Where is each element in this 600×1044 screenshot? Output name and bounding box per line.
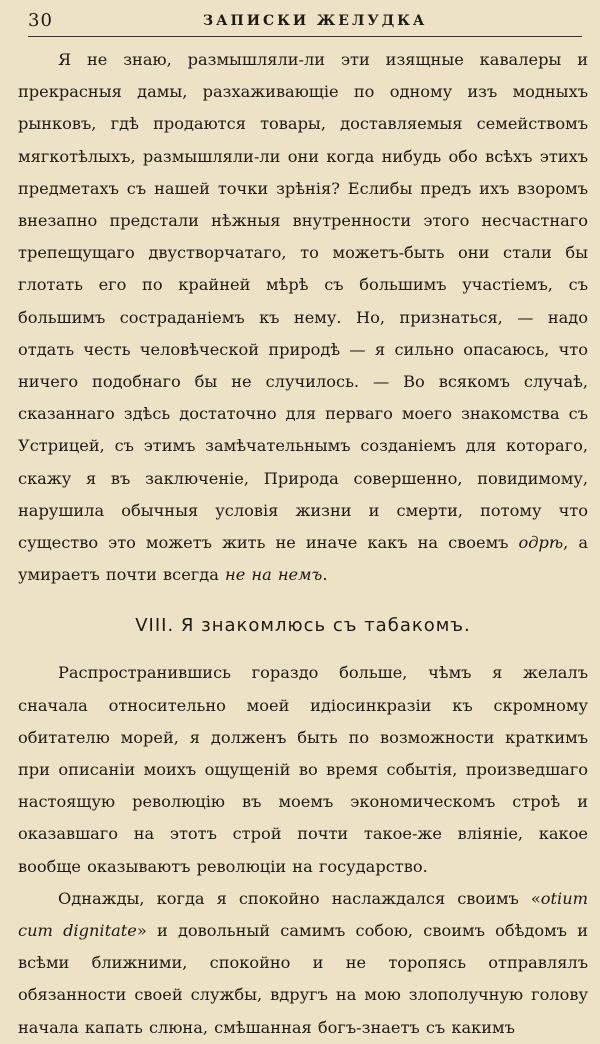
paragraph-1-text-b: , а умираетъ почти всегда bbox=[18, 533, 588, 585]
chapter-title: VIII. Я знакомлюсь съ табакомъ. bbox=[135, 615, 471, 637]
running-title: ЗАПИСКИ ЖЕЛУДКА bbox=[203, 13, 428, 29]
paragraph-3 bbox=[18, 883, 588, 1044]
body-text bbox=[18, 44, 588, 1044]
paragraph-3-italic: otium cum dignitate bbox=[18, 888, 588, 941]
paragraph-2: Распространившись гораздо больше, чѣмъ я желалъ сначала относительно моей идіосинкразіи къ скромному обитателю морей, я долженъ быть по возможности краткимъ при описаніи моихъ ощущеній во время событія, произведшаго настоящую революцію въ моемъ экономическомъ строѣ и оказавшаго на этотъ строй почти такое-же вліяніе, какое вообще оказываютъ революціи на государство. bbox=[18, 663, 588, 876]
paragraph-1-italic-1: одрѣ bbox=[518, 533, 564, 553]
page-header bbox=[28, 10, 582, 37]
paragraph-1 bbox=[18, 44, 588, 591]
paragraph-1-italic-2: не на немъ bbox=[225, 565, 323, 585]
paragraph-3-text-b: » и довольный самимъ собою, своимъ обѣдомъ и всѣми ближними, спокойно и не торопясь отправлялъ обязанности своей службы, вдругъ на мою злополучную голову начала капать слюна, смѣшанная богъ-знаетъ съ какимъ bbox=[18, 921, 588, 1037]
page-number: 30 bbox=[28, 10, 53, 31]
paragraph-3-text-a: Однажды, когда я спокойно наслаждался своимъ « bbox=[58, 888, 541, 908]
paragraph-1-text-c: . bbox=[322, 565, 328, 585]
paragraph-1-text-a: Я не знаю, размышляли-ли эти изящные кавалеры и прекрасныя дамы, разхаживающіе по одному изъ модныхъ рынковъ, гдѣ продаются товары, доставляемыя семействомъ мягкотѣлыхъ, размышляли-ли они когда нибудь обо всѣхъ этихъ предметахъ съ нашей точки зрѣнія? Еслибы предъ ихъ взоромъ внезапно предстали нѣжныя внутренности этого несчастнаго трепещущаго двустворчатаго, то можетъ-быть они стали бы глотать его по крайней мѣрѣ съ большимъ участіемъ, съ большимъ состраданіемъ къ нему. Но, признаться, — надо отдать честь человѣческой природѣ — я сильно опасаюсь, что ничего подобнаго бы не случилось. — Во всякомъ случаѣ, сказаннаго здѣсь достаточно для перваго моего знакомства съ Устрицей, съ этимъ замѣчательнымъ созданіемъ для котораго, скажу я въ заключеніе, Природа совершенно, повидимому, нарушила обычныя условія жизни и смерти, потому что существо это можетъ жить не иначе какъ на своемъ bbox=[18, 50, 588, 553]
